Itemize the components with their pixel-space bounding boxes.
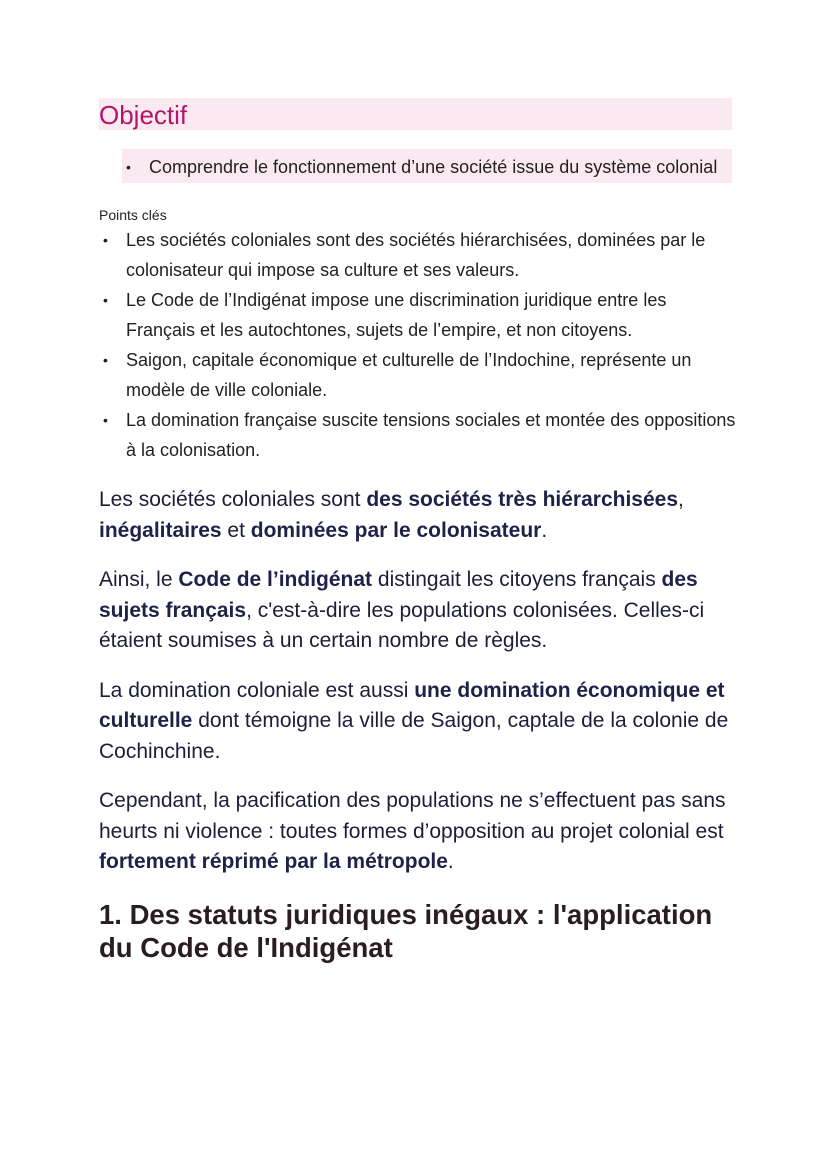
list-item: • Le Code de l’Indigénat impose une discrimination juridique entre les Français et les autochtones, sujets de l’empire, et non citoyens. xyxy=(99,285,739,345)
bullet-icon: • xyxy=(126,159,131,175)
bullet-icon: • xyxy=(103,232,108,248)
bullet-icon: • xyxy=(103,292,108,308)
list-item: • Saigon, capitale économique et culturelle de l’Indochine, représente un modèle de ville coloniale. xyxy=(99,345,739,405)
paragraph-pacification: Cependant, la pacification des populations ne s’effectuent pas sans heurts ni violence : toutes formes d’opposition au projet colonial est fortement réprimé par la métropole. xyxy=(99,789,726,873)
document-page xyxy=(99,98,739,964)
list-item: • Les sociétés coloniales sont des sociétés hiérarchisées, dominées par le colonisateur qui impose sa culture et ses valeurs. xyxy=(99,225,739,285)
points-cles-list xyxy=(99,225,739,465)
section-heading: 1. Des statuts juridiques inégaux : l'application du Code de l'Indigénat xyxy=(99,898,713,963)
objectif-banner xyxy=(99,98,732,130)
objectif-box xyxy=(122,149,732,183)
objectif-list xyxy=(122,152,732,182)
points-cles-label: Points clés xyxy=(99,207,167,223)
bullet-icon: • xyxy=(103,412,108,428)
paragraph-code-indigenat: Ainsi, le Code de l’indigénat distingait les citoyens français des sujets français, c'est-à-dire les populations colonisées. Celles-ci étaient soumises à un certain nombre de règles. xyxy=(99,568,705,652)
paragraph-societes-coloniales: Les sociétés coloniales sont des sociétés très hiérarchisées, inégalitaires et dominées par le colonisateur. xyxy=(99,488,684,542)
objectif-item: • Comprendre le fonctionnement d’une société issue du système colonial xyxy=(122,152,732,182)
list-item: • La domination française suscite tensions sociales et montée des oppositions à la colonisation. xyxy=(99,405,739,465)
objectif-title: Objectif xyxy=(99,100,188,130)
paragraph-domination-economique: La domination coloniale est aussi une domination économique et culturelle dont témoigne la ville de Saigon, captale de la colonie de Cochinchine. xyxy=(99,678,729,763)
bullet-icon: • xyxy=(103,352,108,368)
